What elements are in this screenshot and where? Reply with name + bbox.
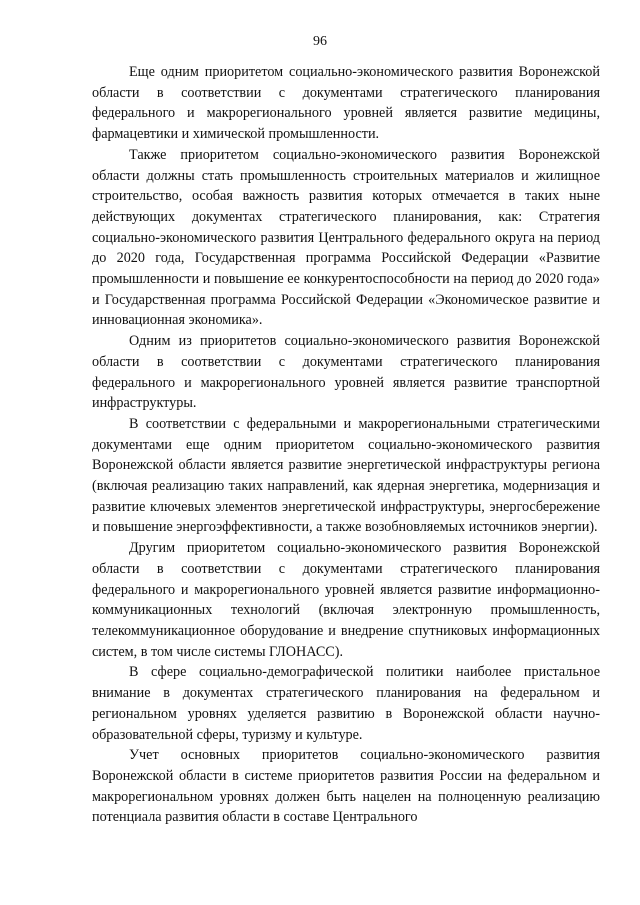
paragraph: В сфере социально-демографической политики наиболее пристальное внимание в документах стратегического планирования на федеральном и региональном уровнях уделяется развитию в Воронежской области научно-образовательной сферы, туризму и культуре. (92, 664, 600, 743)
page-number: 96 (313, 34, 327, 49)
document-body (92, 62, 600, 828)
paragraph: Еще одним приоритетом социально-экономического развития Воронежской области в соответствии с документами стратегического планирования федерального и макрорегионального уровней является развитие медицины, фармацевтики и химической промышленности. (92, 64, 600, 143)
paragraph: Одним из приоритетов социально-экономического развития Воронежской области в соответствии с документами стратегического планирования федерального и макрорегионального уровней является развитие транспортной инфраструктуры. (92, 333, 600, 412)
paragraph: Также приоритетом социально-экономического развития Воронежской области должны стать промышленность строительных материалов и жилищное строительство, особая важность развития которых отмечается в таких ныне действующих документах стратегического планирования, как: Стратегия социально-экономического развития Центрального федерального округа на период до 2020 года, Государственная программа Российской Федерации «Развитие промышленности и повышение ее конкурентоспособности на период до 2020 года» и Государственная программа Российской Федерации «Экономическое развитие и инновационная экономика». (92, 146, 600, 329)
paragraph: В соответствии с федеральными и макрорегиональными стратегическими документами еще одним приоритетом социально-экономического развития Воронежской области является развитие энергетической инфраструктуры региона (включая реализацию таких направлений, как ядерная энергетика, модернизация и развитие ключевых элементов энергетической инфраструктуры, энергосбережение и повышение энергоэффективности, а также возобновляемых источников энергии). (92, 415, 600, 536)
paragraph: Учет основных приоритетов социально-экономического развития Воронежской области в системе приоритетов развития России на федеральном и макрорегиональном уровнях должен быть нацелен на полноценную реализацию потенциала развития области в составе Центрального (92, 747, 600, 826)
paragraph: Другим приоритетом социально-экономического развития Воронежской области в соответствии с документами стратегического планирования федерального и макрорегионального уровней является развитие информационно-коммуникационных технологий (включая электронную промышленность, телекоммуникационное оборудование и внедрение спутниковых информационных систем, в том числе системы ГЛОНАСС). (92, 540, 600, 660)
